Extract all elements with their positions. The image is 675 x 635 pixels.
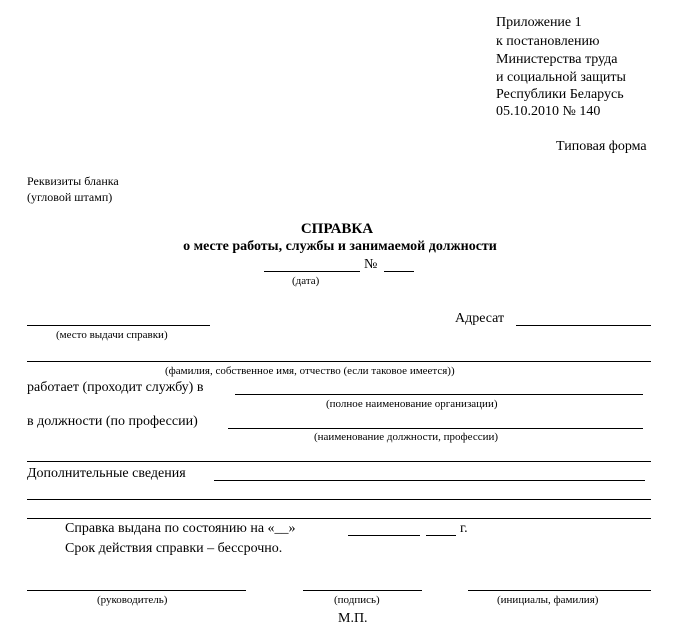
signature-line[interactable]	[303, 590, 422, 591]
document-title: СПРАВКА	[300, 221, 374, 237]
issued-year-field-line[interactable]	[426, 535, 456, 536]
number-field-line[interactable]	[384, 271, 414, 272]
number-sign: №	[364, 257, 378, 272]
blank-line-1[interactable]	[27, 461, 651, 462]
additional-info-label: Дополнительные сведения	[27, 466, 186, 481]
appendix-line-3: Министерства труда	[496, 52, 618, 67]
issue-place-caption: (место выдачи справки)	[56, 329, 168, 341]
date-field-line[interactable]	[264, 271, 360, 272]
corner-stamp-label: (угловой штамп)	[27, 190, 113, 204]
fio-caption: (фамилия, собственное имя, отчество (если таковое имеется))	[165, 365, 455, 377]
issued-state-text	[65, 522, 296, 536]
validity-text: Срок действия справки – бессрочно.	[65, 541, 283, 556]
appendix-line-6: 05.10.2010 № 140	[496, 104, 601, 119]
additional-info-field-line[interactable]	[214, 480, 645, 481]
appendix-line-2: к постановлению	[496, 34, 600, 49]
issued-state-mid: »	[288, 521, 296, 536]
issued-state-day-blank[interactable]: __	[274, 521, 289, 536]
blank-requisites-label: Реквизиты бланка	[27, 174, 119, 188]
issued-month-field-line[interactable]	[348, 535, 420, 536]
signature-caption: (подпись)	[334, 594, 380, 606]
issue-place-field-line[interactable]	[27, 325, 210, 326]
head-caption: (руководитель)	[97, 594, 168, 606]
stamp-place-label: М.П.	[338, 611, 368, 626]
blank-line-2[interactable]	[27, 499, 651, 500]
form-type-label: Типовая форма	[556, 139, 647, 154]
date-caption: (дата)	[292, 275, 320, 287]
position-caption: (наименование должности, профессии)	[314, 431, 499, 443]
head-signature-line[interactable]	[27, 590, 246, 591]
addressee-label: Адресат	[455, 311, 505, 326]
fio-field-line[interactable]	[27, 361, 651, 362]
position-label: в должности (по профессии)	[27, 414, 198, 429]
position-field-line[interactable]	[228, 428, 643, 429]
works-at-label: работает (проходит службу) в	[27, 380, 204, 395]
organization-caption: (полное наименование организации)	[326, 398, 498, 410]
initials-line[interactable]	[468, 590, 651, 591]
initials-caption: (инициалы, фамилия)	[497, 594, 599, 606]
addressee-field-line[interactable]	[516, 325, 651, 326]
issued-state-prefix: Справка выдана по состоянию на «	[65, 521, 275, 536]
issued-year-suffix: г.	[460, 521, 468, 536]
blank-line-3[interactable]	[27, 518, 651, 519]
appendix-line-5: Республики Беларусь	[496, 87, 624, 102]
appendix-line-1: Приложение 1	[496, 15, 582, 30]
document-subtitle: о месте работы, службы и занимаемой должности	[183, 239, 497, 254]
organization-field-line[interactable]	[235, 394, 643, 395]
appendix-line-4: и социальной защиты	[496, 70, 626, 85]
